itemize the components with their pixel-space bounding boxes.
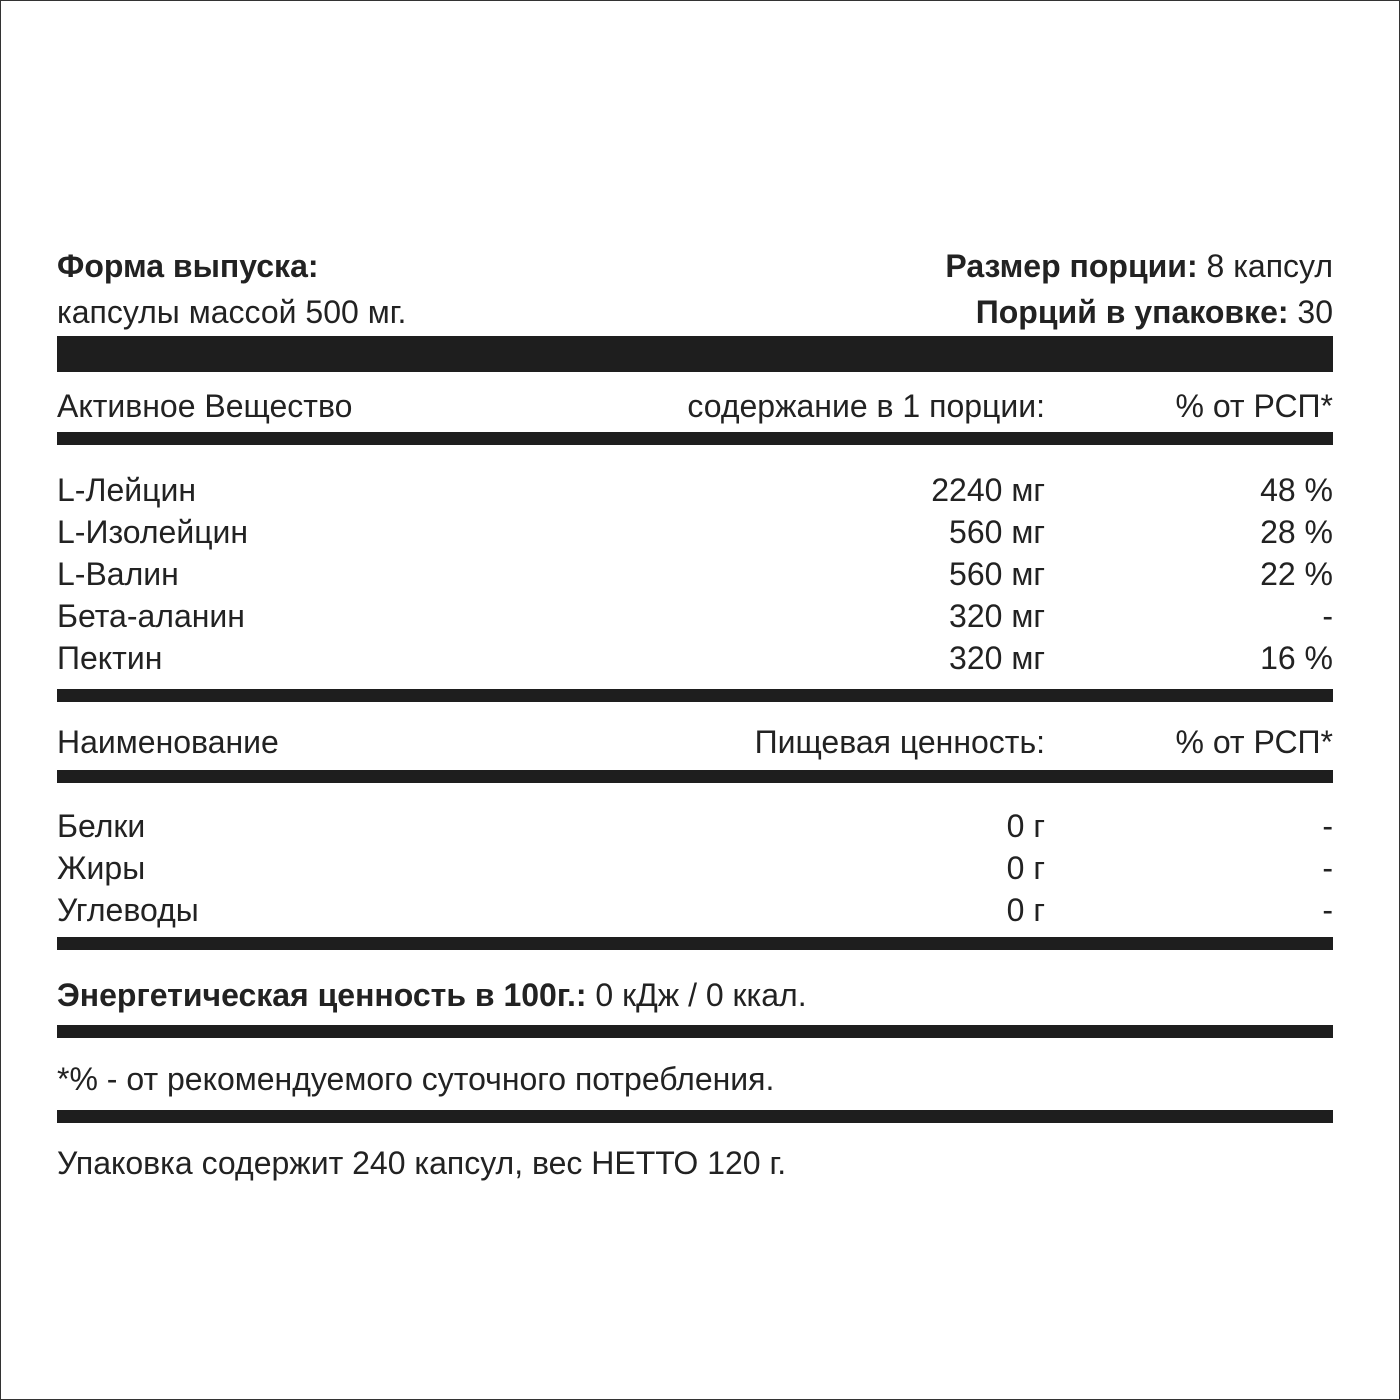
ingredient-percent: 16 % — [1260, 640, 1333, 676]
ingredient-percent: 28 % — [1260, 514, 1333, 550]
serving-size-value: 8 капсул — [1206, 248, 1333, 284]
energy-label: Энергетическая ценность в 100г.: — [57, 977, 587, 1013]
thick-divider — [57, 336, 1333, 372]
divider — [57, 770, 1333, 783]
nutrition-header-value: Пищевая ценность: — [754, 724, 1045, 760]
divider — [57, 432, 1333, 445]
ingredient-name: L-Изолейцин — [57, 514, 249, 550]
active-header-amount: содержание в 1 порции: — [687, 388, 1045, 424]
active-header-name: Активное Вещество — [57, 388, 353, 424]
nutrient-name: Жиры — [57, 850, 146, 886]
ingredient-amount: 320 мг — [949, 640, 1045, 676]
nutrition-header-name: Наименование — [57, 724, 279, 760]
ingredient-name: Бета-аланин — [57, 598, 245, 634]
energy-value: 0 кДж / 0 ккал. — [595, 977, 807, 1013]
nutrient-name: Белки — [57, 808, 146, 844]
ingredient-name: L-Валин — [57, 556, 179, 592]
nutrient-name: Углеводы — [57, 892, 199, 928]
divider — [57, 689, 1333, 702]
form-value: капсулы массой 500 мг. — [57, 294, 407, 330]
ingredient-percent: 48 % — [1260, 472, 1333, 508]
nutrition-header-percent: % от РСП* — [1175, 724, 1333, 760]
servings-per-container-label: Порций в упаковке: — [975, 294, 1289, 330]
ingredient-name: Пектин — [57, 640, 163, 676]
ingredient-percent: 22 % — [1260, 556, 1333, 592]
servings-per-container — [976, 293, 1333, 331]
energy-value-line — [57, 976, 807, 1014]
package-note: Упаковка содержит 240 капсул, вес НЕТТО 120 г. — [57, 1145, 787, 1181]
nutrient-percent: - — [1322, 892, 1333, 928]
divider — [57, 1110, 1333, 1123]
ingredient-amount: 560 мг — [949, 556, 1045, 592]
form-label: Форма выпуска: — [57, 248, 319, 284]
nutrient-percent: - — [1322, 850, 1333, 886]
serving-size — [945, 247, 1333, 285]
divider — [57, 1025, 1333, 1038]
ingredient-amount: 2240 мг — [931, 472, 1045, 508]
nutrient-percent: - — [1322, 808, 1333, 844]
serving-size-label: Размер порции: — [945, 248, 1198, 284]
active-header-percent: % от РСП* — [1175, 388, 1333, 424]
ingredient-percent: - — [1322, 598, 1333, 634]
divider — [57, 937, 1333, 950]
footnote: *% - от рекомендуемого суточного потребления. — [57, 1061, 775, 1097]
ingredient-name: L-Лейцин — [57, 472, 196, 508]
ingredient-amount: 320 мг — [949, 598, 1045, 634]
ingredient-amount: 560 мг — [949, 514, 1045, 550]
nutrient-amount: 0 г — [1006, 850, 1045, 886]
nutrient-amount: 0 г — [1006, 892, 1045, 928]
servings-per-container-value: 30 — [1297, 294, 1333, 330]
nutrient-amount: 0 г — [1006, 808, 1045, 844]
